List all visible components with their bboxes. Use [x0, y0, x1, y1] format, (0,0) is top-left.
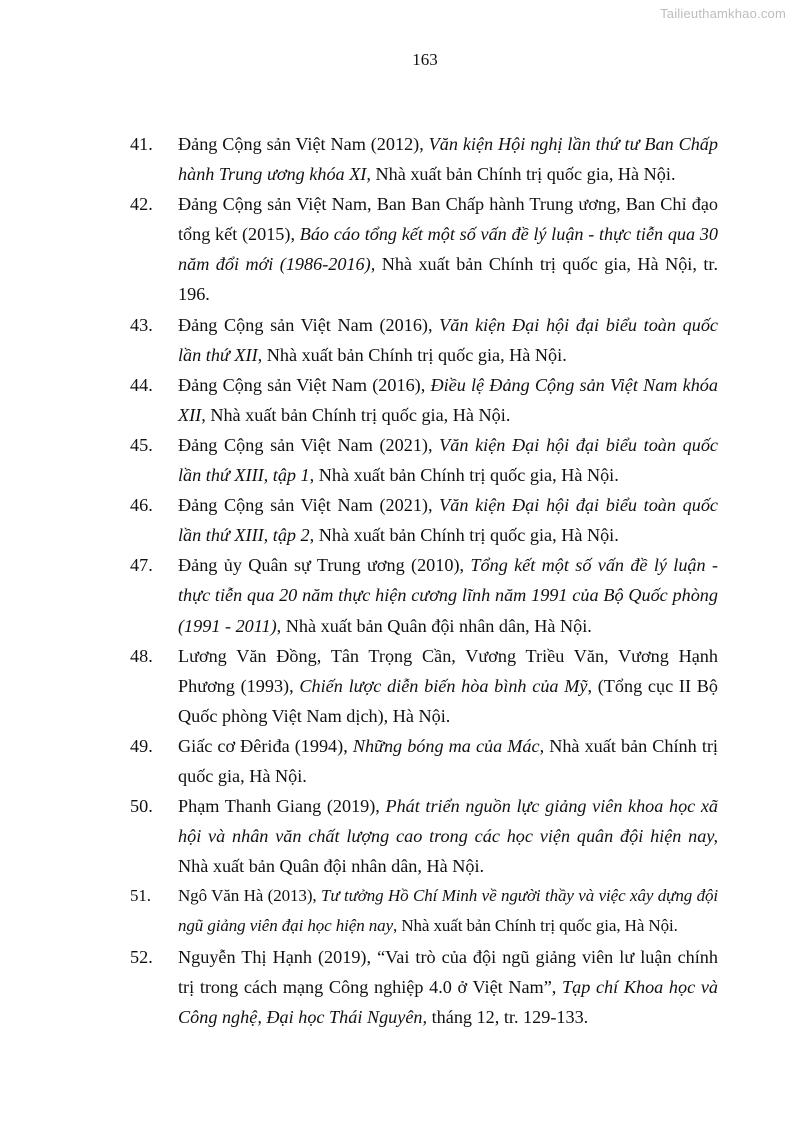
- reference-number: 49.: [130, 735, 153, 756]
- reference-author: Đảng Cộng sản Việt Nam (2016),: [178, 314, 440, 335]
- reference-author: Đảng ủy Quân sự Trung ương (2010),: [178, 555, 471, 576]
- reference-item-41: [130, 129, 718, 189]
- reference-item-44: [130, 370, 718, 430]
- reference-author: Ngô Văn Hà (2013),: [178, 886, 321, 906]
- reference-number: 47.: [130, 555, 153, 576]
- reference-author: Đảng Cộng sản Việt Nam (2021),: [178, 434, 440, 455]
- reference-item-45: [130, 430, 718, 490]
- reference-number: 41.: [130, 134, 153, 154]
- page-number: 163: [412, 50, 438, 69]
- reference-title: Văn kiện Đại hội đại biểu toàn quốc lần thứ XII,: [178, 314, 718, 365]
- reference-publisher: Nhà xuất bản Chính trị quốc gia, Hà Nội, tr. 196.: [178, 254, 718, 305]
- reference-number: 42.: [130, 194, 153, 215]
- reference-title: Văn kiện Đại hội đại biểu toàn quốc lần thứ XIII, tập 1: [178, 434, 718, 486]
- reference-publisher: , Nhà xuất bản Chính trị quốc gia, Hà Nội.: [309, 465, 619, 486]
- reference-publisher: , Nhà xuất bản Chính trị quốc gia, Hà Nội.: [178, 735, 718, 786]
- reference-author: Nguyễn Thị Hạnh (2019), “Vai trò của đội ngũ giảng viên lư luận chính trị trong cách mạng Công nghiệp 4.0 ở Việt Nam”,: [178, 946, 718, 997]
- reference-author: Phạm Thanh Giang (2019),: [178, 796, 386, 817]
- reference-publisher: Nhà xuất bản Chính trị quốc gia, Hà Nội.: [370, 164, 676, 185]
- reference-item-46: [130, 490, 718, 550]
- reference-title: Tư tưởng Hồ Chí Minh về người thầy và việc xây dựng đội ngũ giảng viên đại học hiện nay: [178, 886, 718, 936]
- reference-author: Đảng Cộng sản Việt Nam (2016),: [178, 374, 431, 395]
- reference-number: 50.: [130, 796, 153, 817]
- reference-item-42: [130, 189, 718, 309]
- reference-title: Phát triển nguồn lực giảng viên khoa học xã hội và nhân văn chất lượng cao trong các học viện quân đội hiện nay,: [178, 796, 719, 847]
- reference-title: Văn kiện Đại hội đại biểu toàn quốc lần thứ XIII, tập 2: [178, 495, 718, 546]
- reference-item-50: [130, 791, 718, 881]
- reference-author: Đảng Cộng sản Việt Nam (2012),: [178, 134, 429, 154]
- reference-publisher: , Nhà xuất bản Chính trị quốc gia, Hà Nội.: [309, 525, 619, 546]
- reference-author: Đảng Cộng sản Việt Nam (2021),: [178, 495, 440, 516]
- reference-publisher: tháng 12, tr. 129-133.: [427, 1006, 589, 1027]
- reference-item-52: [130, 942, 718, 1032]
- reference-publisher: Nhà xuất bản Quân đội nhân dân, Hà Nội.: [178, 856, 485, 877]
- reference-item-48: [130, 641, 718, 731]
- reference-item-49: [130, 731, 718, 791]
- reference-publisher: , Nhà xuất bản Quân đội nhân dân, Hà Nội.: [276, 615, 592, 636]
- reference-number: 51.: [130, 886, 151, 906]
- reference-publisher: , Nhà xuất bản Chính trị quốc gia, Hà Nội.: [393, 916, 678, 936]
- reference-title: Tạp chí Khoa học và Công nghệ, Đại học Thái Nguyên,: [178, 976, 718, 1027]
- reference-title: Những bóng ma của Mác: [352, 735, 540, 756]
- reference-author: Đảng Cộng sản Việt Nam, Ban Ban Chấp hành Trung ương, Ban Chỉ đạo tổng kết (2015),: [178, 194, 718, 245]
- reference-title: Văn kiện Hội nghị lần thứ tư Ban Chấp hành Trung ương khóa XI,: [178, 134, 718, 185]
- reference-publisher: , (Tổng cục II Bộ Quốc phòng Việt Nam dịch), Hà Nội.: [178, 675, 718, 726]
- reference-author: Giấc cơ Đêriđa (1994),: [178, 735, 353, 756]
- reference-author: Lương Văn Đồng, Tân Trọng Cần, Vương Triều Văn, Vương Hạnh Phương (1993),: [178, 645, 718, 696]
- reference-publisher: Nhà xuất bản Chính trị quốc gia, Hà Nội.: [262, 344, 567, 365]
- reference-title: Điều lệ Đảng Cộng sản Việt Nam khóa XII,: [178, 374, 718, 425]
- reference-list: [130, 129, 718, 1032]
- reference-item-51: [130, 881, 718, 941]
- reference-number: 52.: [130, 946, 153, 967]
- reference-title: Chiến lược diễn biến hòa bình của Mỹ: [299, 675, 588, 696]
- reference-title: Báo cáo tổng kết một số vấn đề lý luận - thực tiễn qua 30 năm đổi mới (1986-2016),: [178, 224, 718, 275]
- reference-publisher: Nhà xuất bản Chính trị quốc gia, Hà Nội.: [205, 404, 511, 425]
- reference-number: 43.: [130, 314, 153, 335]
- reference-item-43: [130, 310, 718, 370]
- reference-number: 48.: [130, 645, 153, 666]
- reference-item-47: [130, 550, 718, 640]
- watermark-text: Tailieuthamkhao.com: [660, 6, 786, 21]
- reference-title: Tổng kết một số vấn đề lý luận - thực tiễn qua 20 năm thực hiện cương lĩnh năm 1991 của Bộ Quốc phòng (1991 - 2011): [178, 555, 718, 636]
- reference-number: 44.: [130, 374, 153, 395]
- reference-number: 45.: [130, 434, 153, 455]
- reference-number: 46.: [130, 495, 153, 516]
